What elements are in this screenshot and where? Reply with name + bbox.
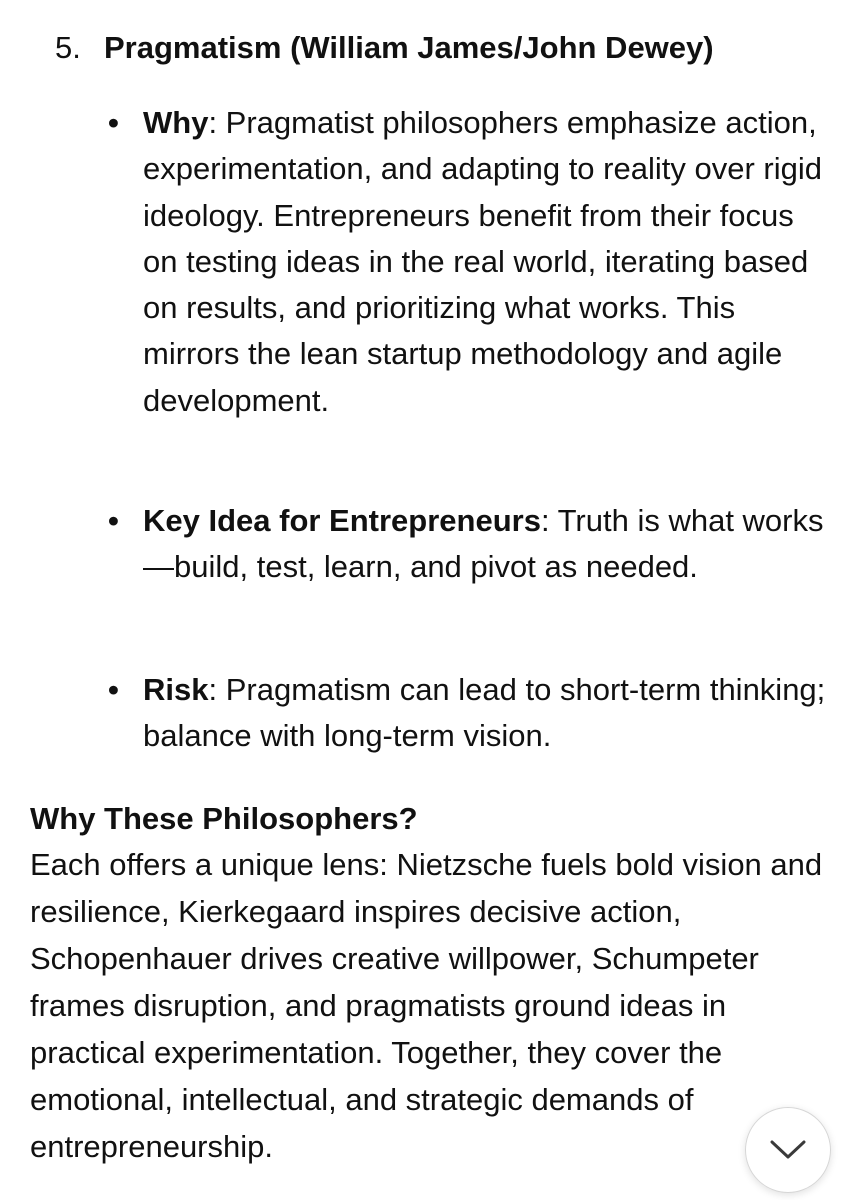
numbered-list-item — [0, 24, 866, 72]
section-paragraph: Each offers a unique lens: Nietzsche fuels bold vision and resilience, Kierkegaard inspires decisive action, Schopenhauer drives creative willpower, Schumpeter frames disruption, and pragmatists ground ideas in practical experimentation. Together, they cover the emotional, intellectual, and strategic demands of entrepreneurship. — [30, 847, 823, 1164]
item-number: 5. — [55, 30, 81, 65]
section-heading: Why These Philosophers? — [30, 801, 418, 836]
bullet-label: Key Idea for Entrepreneurs — [143, 503, 541, 538]
bullet-dot: • — [108, 105, 119, 140]
bullet-text — [143, 100, 833, 424]
bullet-text — [143, 498, 833, 591]
bullet-text — [143, 667, 833, 760]
scroll-down-button[interactable] — [745, 1107, 831, 1193]
bullet-dot: • — [108, 503, 119, 538]
bullet-label: Risk — [143, 672, 209, 707]
chevron-down-icon — [769, 1139, 807, 1161]
bullet-body: : Pragmatism can lead to short-term thinking; balance with long-term vision. — [143, 672, 826, 754]
bullet-body: : Truth is what works—build, test, learn, and pivot as needed. — [143, 503, 824, 585]
item-title: Pragmatism (William James/John Dewey) — [104, 30, 714, 65]
bullet-label: Why — [143, 105, 209, 140]
item-header — [0, 24, 866, 72]
bullet-body: : Pragmatist philosophers emphasize action, experimentation, and adapting to reality over rigid ideology. Entrepreneurs benefit from their focus on testing ideas in the real world, iterating based on results, and prioritizing what works. This mirrors the lean startup methodology and agile development. — [143, 105, 822, 418]
bullet-dot: • — [108, 672, 119, 707]
